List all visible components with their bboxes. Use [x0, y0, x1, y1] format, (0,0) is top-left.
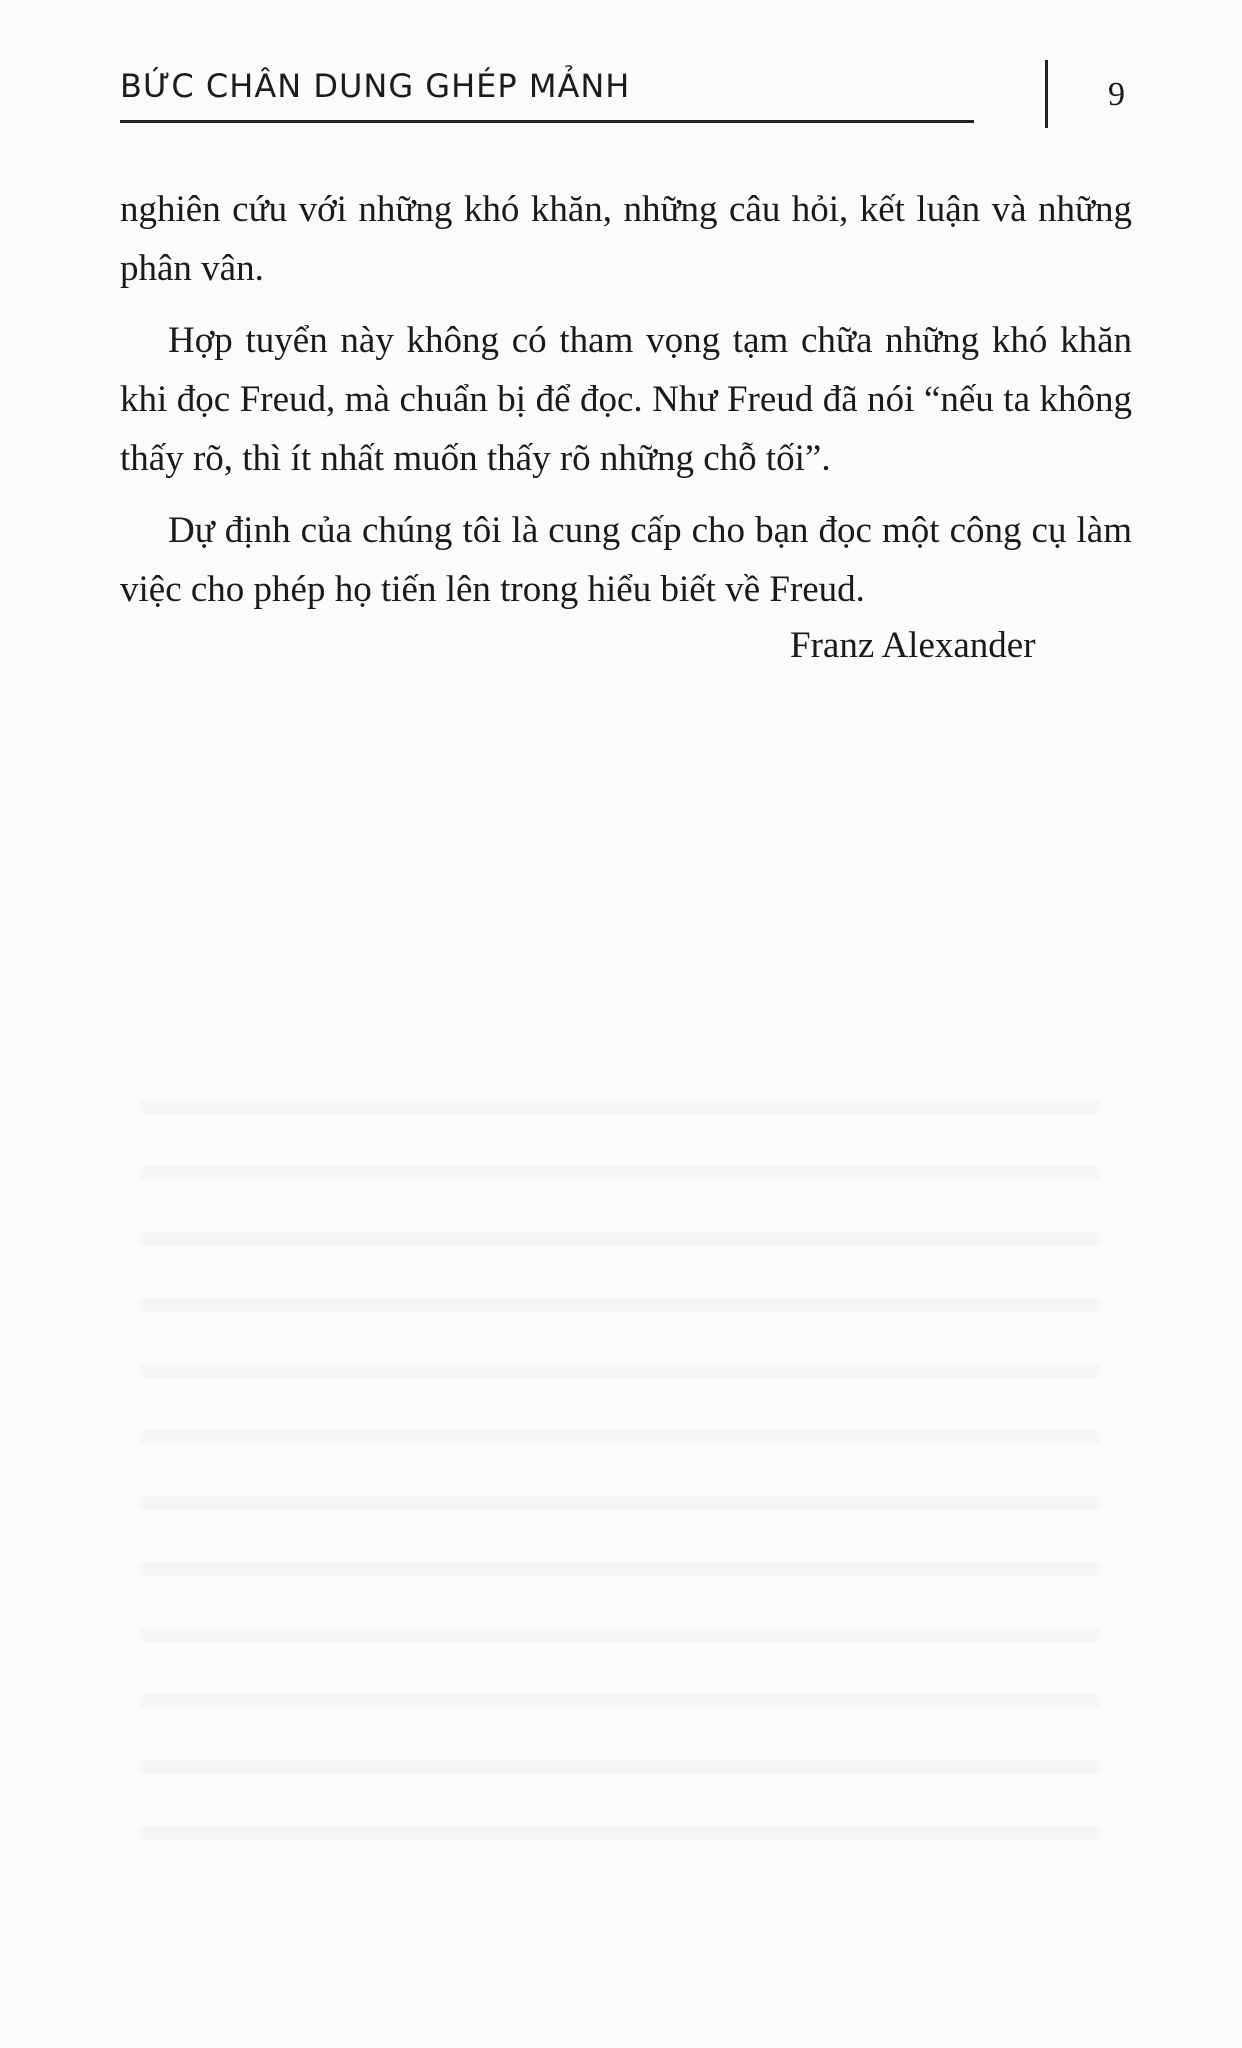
paragraph-3: Dự định của chúng tôi là cung cấp cho bạn đọc một công cụ làm việc cho phép họ tiến lên trong hiểu biết về Freud. — [120, 510, 1132, 610]
paragraph-2: Hợp tuyển này không có tham vọng tạm chữa những khó khăn khi đọc Freud, mà chuẩn bị để đọc. Như Freud đã nói “nếu ta không thấy rõ, thì ít nhất muốn thấy rõ những chỗ tối”. — [120, 320, 1132, 479]
running-header-title: BỨC CHÂN DUNG GHÉP MẢNH — [120, 67, 631, 105]
author-signature: Franz Alexander — [790, 625, 1036, 666]
paragraph-1: nghiên cứu với những khó khăn, những câu hỏi, kết luận và những phân vân. — [120, 189, 1132, 289]
body-text — [120, 180, 1132, 632]
header-rule — [120, 120, 974, 123]
page-number: 9 — [1108, 76, 1125, 113]
header-divider — [1045, 60, 1048, 128]
show-through-lines — [140, 1100, 1100, 1892]
